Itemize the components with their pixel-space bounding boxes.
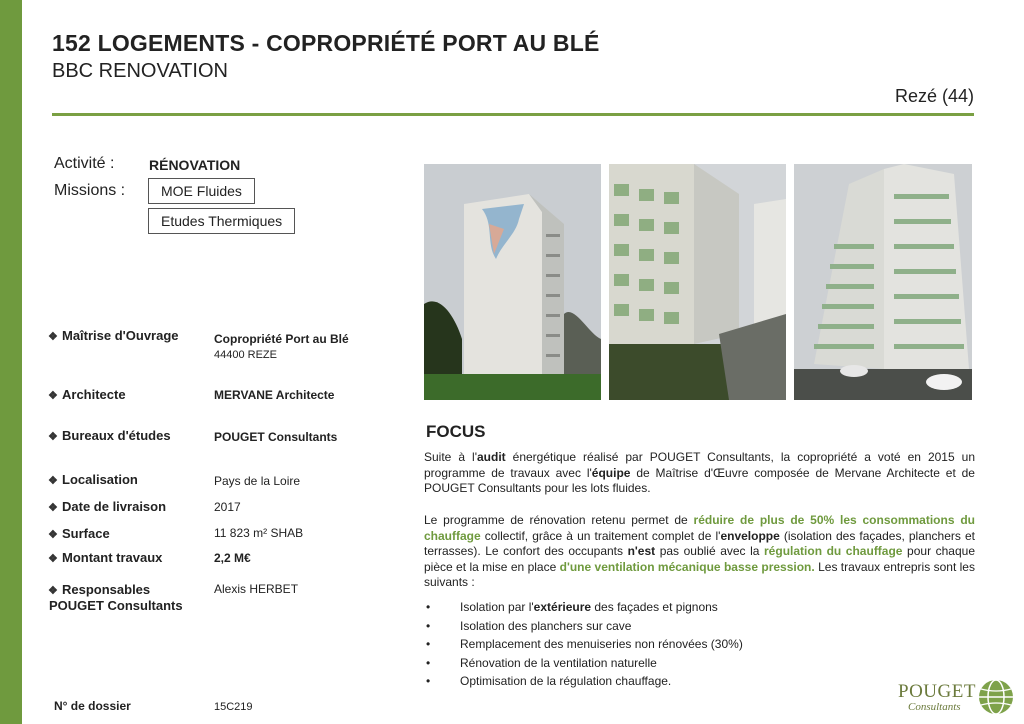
info-responsables-value: Alexis HERBET bbox=[214, 582, 299, 596]
info-maitrise-value: Copropriété Port au Blé bbox=[214, 332, 349, 346]
diamond-bullet-icon: ❖ bbox=[48, 331, 58, 343]
info-montant-label: ❖ Montant travaux bbox=[48, 550, 163, 565]
header-divider bbox=[52, 113, 974, 116]
info-maitrise-sub: 44400 REZE bbox=[214, 349, 277, 361]
building-photo-3 bbox=[794, 164, 972, 400]
activity-value: RÉNOVATION bbox=[149, 157, 241, 173]
list-item: • Isolation par l'extérieure des façades et pignons bbox=[426, 600, 743, 619]
info-bureaux-value: POUGET Consultants bbox=[214, 430, 338, 444]
focus-paragraph-1: Suite à l'audit énergétique réalisé par POUGET Consultants, la copropriété a voté en 2015 un programme de travaux avec l'équipe de Maîtrise d'Œuvre composée de Mervane Architecte et de POUGET Consultants pour les lots fluides. bbox=[424, 450, 975, 496]
list-item: • Isolation des planchers sur cave bbox=[426, 619, 743, 638]
missions-label: Missions : bbox=[54, 182, 126, 199]
info-architecte-value: MERVANE Architecte bbox=[214, 388, 335, 402]
logo-sub: Consultants bbox=[908, 701, 961, 713]
diamond-bullet-icon: ❖ bbox=[48, 390, 58, 402]
diamond-bullet-icon: ❖ bbox=[48, 529, 58, 541]
info-architecte-label: ❖ Architecte bbox=[48, 387, 126, 402]
building-photo-1 bbox=[424, 164, 601, 400]
activity-label: Activité : bbox=[54, 155, 115, 172]
globe-icon bbox=[978, 679, 1014, 715]
list-item: • Rénovation de la ventilation naturelle bbox=[426, 656, 743, 675]
info-surface-value: 11 823 m² SHAB bbox=[214, 526, 304, 540]
info-date-value: 2017 bbox=[214, 500, 241, 514]
list-item: • Optimisation de la régulation chauffage. bbox=[426, 674, 743, 693]
diamond-bullet-icon: ❖ bbox=[48, 502, 58, 514]
info-maitrise-label: ❖ Maîtrise d'Ouvrage bbox=[48, 328, 179, 343]
diamond-bullet-icon: ❖ bbox=[48, 585, 58, 597]
project-location: Rezé (44) bbox=[894, 86, 974, 106]
mission-tag-etudes-thermiques: Etudes Thermiques bbox=[148, 208, 295, 234]
left-accent-bar bbox=[0, 0, 22, 724]
list-item: • Remplacement des menuiseries non rénovées (30%) bbox=[426, 637, 743, 656]
focus-paragraph-2: Le programme de rénovation retenu permet de réduire de plus de 50% les consommations du chauffage collectif, grâce à un traitement complet de l'enveloppe (isolation des façades, planchers et terrasses). Le confort des occupants n'est pas oublié avec la régulation du chauffage pour chaque pièce et la mise en place d'une ventilation mécanique basse pression. Les travaux entrepris sont les suivants : bbox=[424, 513, 975, 590]
page-title: 152 LOGEMENTS - COPROPRIÉTÉ PORT AU BLÉ bbox=[52, 30, 600, 56]
dossier-label: N° de dossier bbox=[54, 699, 131, 713]
pouget-logo bbox=[892, 677, 1017, 719]
info-date-label: ❖ Date de livraison bbox=[48, 499, 167, 514]
info-localisation-label: ❖ Localisation bbox=[48, 472, 138, 487]
info-bureaux-label: ❖ Bureaux d'études bbox=[48, 428, 171, 443]
diamond-bullet-icon: ❖ bbox=[48, 431, 58, 443]
logo-name: POUGET bbox=[898, 681, 976, 702]
info-montant-value: 2,2 M€ bbox=[214, 551, 251, 565]
diamond-bullet-icon: ❖ bbox=[48, 553, 58, 565]
diamond-bullet-icon: ❖ bbox=[48, 475, 58, 487]
page-subtitle: BBC RENOVATION bbox=[52, 60, 228, 82]
info-responsables-label-company: POUGET Consultants bbox=[49, 598, 183, 613]
info-surface-label: ❖ Surface bbox=[48, 526, 110, 541]
building-photo-2 bbox=[609, 164, 786, 400]
info-localisation-value: Pays de la Loire bbox=[214, 474, 301, 488]
dossier-value: 15C219 bbox=[214, 701, 253, 713]
works-list bbox=[426, 600, 743, 693]
mission-tag-moe-fluides: MOE Fluides bbox=[148, 178, 255, 204]
info-responsables-label: ❖ Responsables bbox=[48, 582, 151, 597]
focus-title: FOCUS bbox=[426, 422, 486, 441]
